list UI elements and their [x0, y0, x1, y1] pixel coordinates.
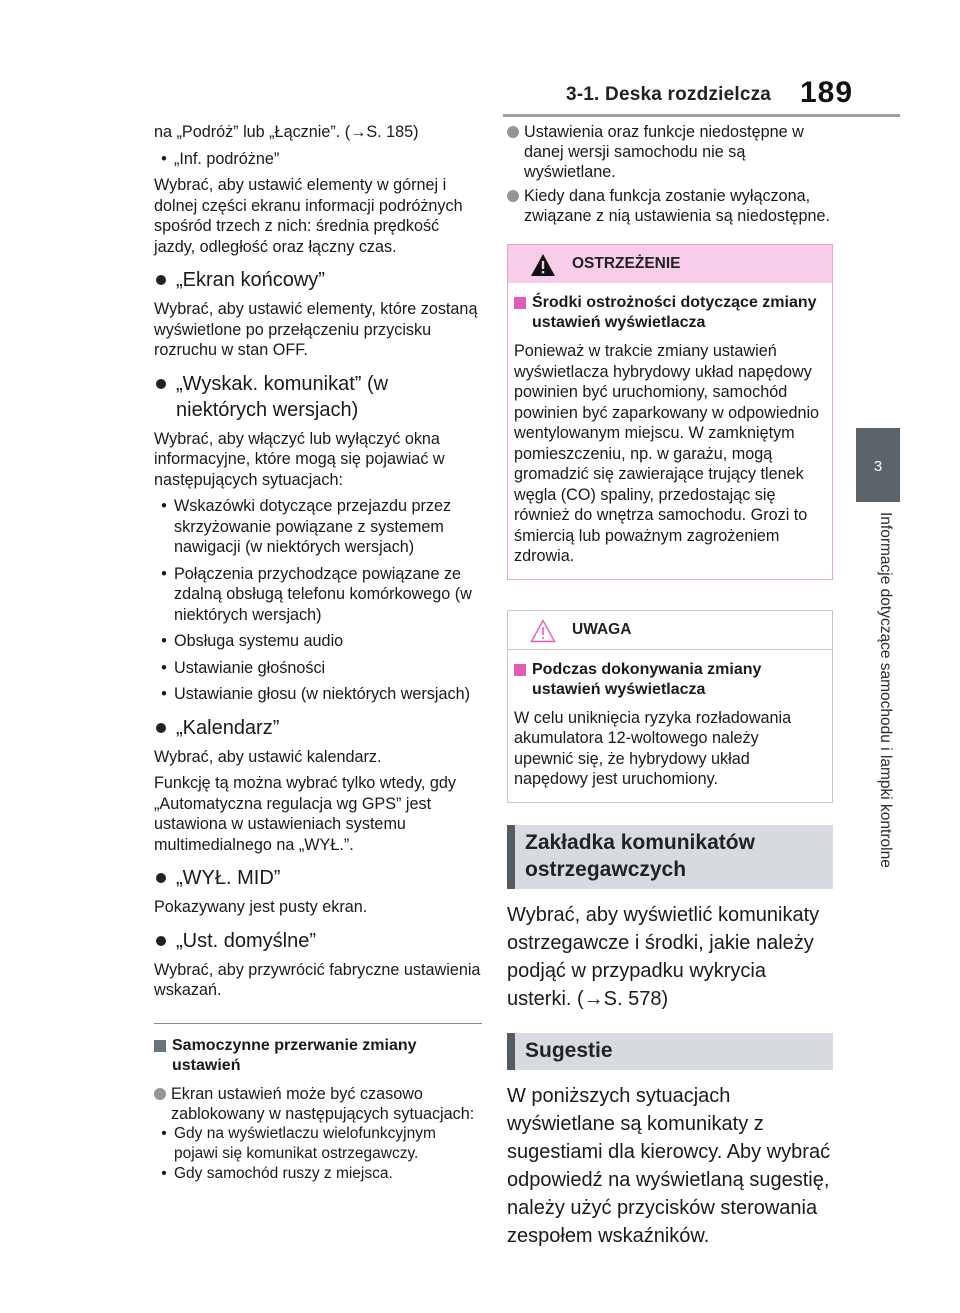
list-item-text: Obsługa systemu audio — [174, 632, 344, 650]
bullet-dot: • — [161, 497, 167, 515]
list-item-text: Gdy samochód ruszy z miejsca. — [174, 1164, 393, 1182]
bullet-dot-icon — [156, 275, 166, 285]
note-text: Ekran ustawień może być czasowo zablokowany w następujących sytuacjach: — [171, 1084, 475, 1123]
default-heading — [154, 928, 482, 954]
warning-box — [507, 244, 833, 580]
intro-text: na „Podróż” lub „Łącznie”. (→S. 185) — [154, 123, 419, 141]
popup-title: „Wyskak. komunikat” (w niektórych wersjach) — [176, 372, 389, 421]
bullet-dot: • — [161, 658, 167, 677]
list-item — [154, 684, 482, 705]
left-column — [154, 122, 482, 1184]
bullet-dot: • — [161, 632, 167, 650]
section-title: 3-1. Deska rozdzielcza — [566, 84, 772, 105]
end-screen-heading — [154, 267, 482, 293]
list-item-text: Wskazówki dotyczące przejazdu przez skrzyżowanie powiązane z systemem nawigacji (w niektórych wersjach) — [174, 497, 452, 556]
trip-info-bullet — [154, 149, 482, 170]
page-number: 189 — [800, 76, 854, 109]
availability-note — [507, 122, 833, 182]
bullet-dot: • — [161, 1124, 167, 1142]
warning-label: OSTRZEŻENIE — [572, 255, 681, 272]
list-item — [154, 1164, 482, 1184]
mid-off-heading — [154, 865, 482, 891]
bullet-dot-icon — [156, 723, 166, 733]
square-bullet-icon — [154, 1040, 166, 1052]
note-divider — [154, 1023, 482, 1024]
caution-body — [508, 650, 832, 802]
default-text: Wybrać, aby przywrócić fabryczne ustawienia wskazań. — [154, 960, 481, 999]
bullet-dot: • — [161, 149, 167, 168]
bullet-dot: • — [161, 685, 167, 703]
warning-header — [508, 245, 832, 283]
bullet-dot: • — [161, 1164, 167, 1182]
calendar-text-1: Wybrać, aby ustawić kalendarz. — [154, 747, 382, 766]
mid-off-text: Pokazywany jest pusty ekran. — [154, 898, 368, 916]
note-title: Samoczynne przerwanie zmiany ustawień — [172, 1036, 417, 1074]
popup-heading — [154, 371, 482, 423]
default-title: „Ust. domyślne” — [176, 929, 317, 952]
caution-box — [507, 610, 833, 803]
bullet-dot: • — [161, 564, 167, 583]
suggestions-heading: Sugestie — [507, 1033, 833, 1070]
end-screen-title: „Ekran końcowy” — [176, 269, 325, 291]
warning-title: Środki ostrożności dotyczące zmiany ustawień wyświetlacza — [532, 294, 817, 331]
gray-dot-icon — [154, 1088, 166, 1100]
bullet-dot-icon — [156, 873, 166, 883]
note-heading — [154, 1036, 482, 1076]
suggestions-text: W poniższych sytuacjach wyświetlane są komunikaty z sugestiami dla kierowcy. Aby wybrać odpowiedź na wyświetlaną sugestię, należy użyć przycisków sterowania zespołem wskaźników. — [507, 1084, 831, 1247]
chapter-tab: 3 — [856, 428, 900, 502]
trip-info-label: „Inf. podróżne” — [174, 149, 280, 168]
list-item-text: Połączenia przychodzące powiązane ze zdalną obsługą telefonu komórkowego (w niektórych wersjach) — [174, 564, 472, 624]
trip-info-text: Wybrać, aby ustawić elementy w górnej i dolnej części ekranu informacji podróżnych spośród trzech z nich: średnia prędkość jazdy, odległość oraz łączny czas. — [154, 176, 463, 256]
list-item-text: Ustawianie głośności — [174, 658, 326, 677]
warning-triangle-icon — [530, 253, 556, 277]
mid-off-title: „WYŁ. MID” — [176, 867, 281, 889]
warning-text: Ponieważ w trakcie zmiany ustawień wyświetlacza hybrydowy układ napędowy powinien być uruchomiony, samochód powinien być zaparkowany w odpowiednio wentylowanym miejscu. W zamkniętym pomieszczeniu, np. w garażu, mogą gromadzić się zawierające trujący tlenek węgla (CO) spaliny, przedostając się również do wnętrza samochodu. Grozi to śmiercią lub poważnym zagrożeniem zdrowia. — [514, 342, 820, 565]
gray-dot-icon — [507, 190, 519, 202]
bullet-dot-icon — [156, 936, 166, 946]
caution-title: Podczas dokonywania zmiany ustawień wyświetlacza — [532, 660, 762, 698]
chapter-title: Informacje dotyczące samochodu i lampki kontrolne — [877, 512, 894, 868]
square-bullet-icon — [514, 297, 526, 309]
warning-messages-text: Wybrać, aby wyświetlić komunikaty ostrzegawcze i środki, jakie należy podjąć w przypadku wykrycia usterki. (→S. 578) — [507, 903, 820, 1010]
warning-body — [508, 283, 832, 579]
list-item — [154, 1124, 482, 1164]
popup-text: Wybrać, aby włączyć lub wyłączyć okna informacyjne, które mogą się pojawiać w następujących sytuacjach: — [154, 429, 445, 489]
end-screen-text: Wybrać, aby ustawić elementy, które zostaną wyświetlone po przełączeniu przycisku rozruchu w stan OFF. — [154, 300, 478, 359]
caution-label: UWAGA — [572, 620, 632, 638]
caution-triangle-icon — [530, 619, 556, 643]
calendar-text-2: Funkcję tą można wybrać tylko wtedy, gdy „Automatyczna regulacja wg GPS” jest ustawiona w ustawieniach systemu multimedialnego na „WYŁ.”. — [154, 774, 456, 854]
warning-title-row — [514, 293, 822, 333]
header-rule — [503, 114, 900, 117]
popup-list — [154, 496, 482, 705]
calendar-heading — [154, 715, 482, 741]
list-item — [154, 631, 482, 652]
caution-text: W celu uniknięcia ryzyka rozładowania akumulatora 12-woltowego należy upewnić się, że hybrydowy układ napędowy jest uruchomiony. — [514, 708, 792, 788]
list-item-text: Gdy na wyświetlaczu wielofunkcyjnym pojawi się komunikat ostrzegawczy. — [174, 1124, 436, 1162]
note-bullet — [154, 1084, 482, 1124]
list-item — [154, 496, 482, 558]
caution-header — [508, 611, 832, 650]
disabled-note — [507, 186, 833, 226]
list-item — [154, 564, 482, 626]
gray-dot-icon — [507, 126, 519, 138]
warning-messages-heading: Zakładka komunikatów ostrzegawczych — [507, 825, 833, 889]
disabled-text: Kiedy dana funkcja zostanie wyłączona, związane z nią ustawienia są niedostępne. — [524, 187, 830, 225]
list-item — [154, 658, 482, 679]
page-header — [0, 0, 960, 120]
caution-title-row — [514, 660, 822, 700]
right-column — [507, 122, 833, 1250]
bullet-dot-icon — [156, 379, 166, 389]
list-item-text: Ustawianie głosu (w niektórych wersjach) — [174, 685, 470, 703]
availability-text: Ustawienia oraz funkcje niedostępne w danej wersji samochodu nie są wyświetlane. — [524, 123, 804, 181]
calendar-title: „Kalendarz” — [176, 716, 280, 739]
square-bullet-icon — [514, 664, 526, 676]
